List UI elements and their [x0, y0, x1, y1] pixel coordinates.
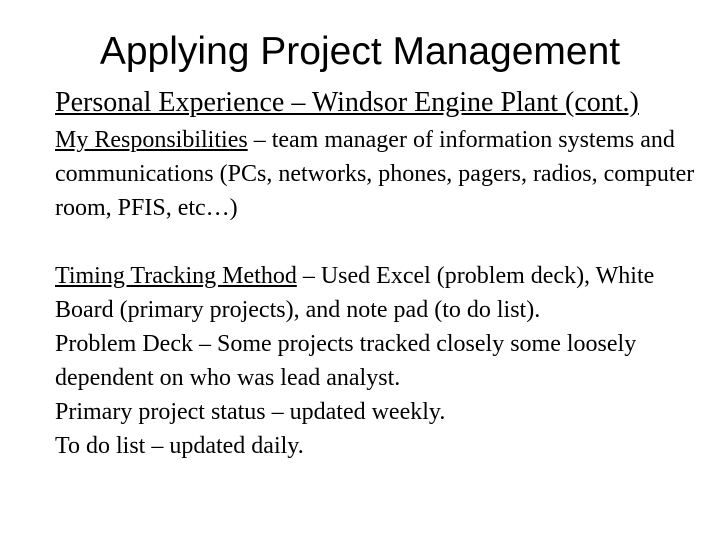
problem-deck-line: Problem Deck – Some projects tracked closely some loosely dependent on who was lead analyst. — [55, 331, 637, 391]
responsibilities-text: – team manager of information systems and communications (PCs, networks, phones, pagers, radios, computer room, PFIS, etc…) — [55, 127, 695, 221]
responsibilities-paragraph — [55, 123, 695, 225]
section-heading: Personal Experience – Windsor Engine Plant (cont.) — [55, 87, 639, 118]
primary-status-line: Primary project status – updated weekly. — [55, 399, 446, 425]
todo-list-line: To do list – updated daily. — [55, 433, 304, 459]
timing-label: Timing Tracking Method — [55, 263, 297, 289]
timing-paragraph — [55, 259, 695, 327]
slide-body — [55, 86, 695, 463]
slide-title: Applying Project Management — [99, 30, 621, 73]
responsibilities-label: My Responsibilities — [55, 127, 248, 153]
timing-text: – Used Excel (problem deck), White Board (primary projects), and note pad (to do list). — [55, 263, 655, 323]
